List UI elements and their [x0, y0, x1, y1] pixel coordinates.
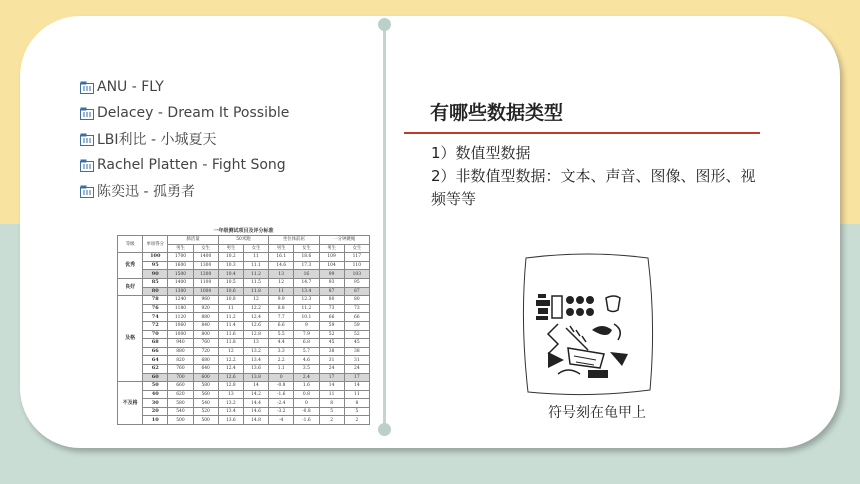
table-row	[118, 399, 370, 408]
table-cell: 18.6	[294, 253, 319, 262]
table-cell: 38	[319, 347, 344, 356]
table-row	[118, 407, 370, 416]
points-cell: 20	[143, 407, 168, 416]
table-cell: 500	[193, 416, 218, 425]
table-cell: 11.4	[218, 321, 243, 330]
table-cell: -0.8	[269, 382, 294, 391]
table-cell: 12.8	[243, 330, 268, 339]
table-row	[118, 253, 370, 262]
table-cell: 660	[168, 382, 193, 391]
points-cell: 68	[143, 339, 168, 348]
playlist-item[interactable]	[80, 178, 289, 204]
table-cell: 80	[319, 296, 344, 305]
table-cell: 4.4	[269, 339, 294, 348]
table-cell: 73	[344, 304, 369, 313]
points-cell: 40	[143, 390, 168, 399]
table-cell: 14.4	[243, 399, 268, 408]
grade-cell: 优秀	[118, 253, 143, 279]
table-cell: 1240	[168, 296, 193, 305]
table-cell: 104	[319, 261, 344, 270]
table-cell: 1100	[193, 278, 218, 287]
table-cell: 13	[269, 270, 294, 279]
table-cell: 11	[344, 390, 369, 399]
table-cell: 7.9	[294, 330, 319, 339]
table-row	[118, 356, 370, 365]
table-cell: 6.6	[269, 321, 294, 330]
table-row	[118, 261, 370, 270]
table-cell: 66	[319, 313, 344, 322]
table-cell: 73	[319, 304, 344, 313]
table-cell: 10.4	[218, 270, 243, 279]
table-cell: 1400	[193, 253, 218, 262]
table-cell: 11	[269, 287, 294, 296]
playlist-item[interactable]	[80, 126, 289, 152]
points-cell: 60	[143, 373, 168, 382]
table-cell: 52	[344, 330, 369, 339]
table-cell: 12.2	[218, 356, 243, 365]
table-cell: 13	[243, 339, 268, 348]
table-cell: 0	[294, 399, 319, 408]
table-cell: 11.1	[243, 261, 268, 270]
table-row	[118, 347, 370, 356]
grade-cell: 良好	[118, 278, 143, 295]
table-cell: 103	[344, 270, 369, 279]
table-cell: 880	[193, 313, 218, 322]
table-cell: 640	[193, 364, 218, 373]
table-cell: 600	[193, 373, 218, 382]
table-cell: 87	[319, 287, 344, 296]
table-header: 一分钟跳绳	[319, 236, 370, 245]
table-cell: 87	[344, 287, 369, 296]
table-cell: 1000	[193, 287, 218, 296]
table-subheader: 男生	[218, 244, 243, 253]
points-cell: 74	[143, 313, 168, 322]
table-cell: 109	[319, 253, 344, 262]
table-cell: 11	[218, 304, 243, 313]
audio-file-icon	[80, 159, 94, 172]
points-cell: 90	[143, 270, 168, 279]
table-row	[118, 339, 370, 348]
table-row	[118, 278, 370, 287]
playlist-item[interactable]	[80, 152, 289, 178]
table-cell: 840	[193, 321, 218, 330]
table-cell: 17.3	[294, 261, 319, 270]
table-cell: 2	[319, 416, 344, 425]
divider-bottom-dot	[378, 423, 391, 436]
table-cell: 580	[193, 382, 218, 391]
audio-file-icon	[80, 185, 94, 198]
table-row	[118, 287, 370, 296]
table-cell: 9.9	[269, 296, 294, 305]
table-cell: 5	[319, 407, 344, 416]
table-row	[118, 330, 370, 339]
points-cell: 95	[143, 261, 168, 270]
table-cell: 17	[319, 373, 344, 382]
table-cell: 1300	[168, 287, 193, 296]
table-cell: 920	[193, 304, 218, 313]
table-cell: 1.6	[294, 382, 319, 391]
table-cell: 500	[168, 416, 193, 425]
table-cell: 5	[344, 407, 369, 416]
table-cell: 800	[193, 330, 218, 339]
table-cell: 99	[319, 270, 344, 279]
table-cell: 13.4	[294, 287, 319, 296]
table-cell: -0.8	[294, 407, 319, 416]
points-cell: 62	[143, 364, 168, 373]
table-cell: 12.3	[294, 296, 319, 305]
points-cell: 80	[143, 287, 168, 296]
table-cell: 880	[168, 347, 193, 356]
points-cell: 85	[143, 278, 168, 287]
table-row	[118, 321, 370, 330]
table-row	[118, 270, 370, 279]
table-cell: 1000	[168, 330, 193, 339]
tablet-caption: 符号刻在龟甲上	[548, 405, 646, 421]
table-subheader: 男生	[319, 244, 344, 253]
table-cell: 12.6	[218, 373, 243, 382]
table-cell: 620	[168, 390, 193, 399]
table-cell: 8	[319, 399, 344, 408]
table-cell: 10.1	[294, 313, 319, 322]
score-table	[117, 227, 370, 425]
table-cell: 700	[168, 373, 193, 382]
table-cell: 12.4	[218, 364, 243, 373]
oracle-tablet-image	[518, 252, 658, 398]
table-cell: 14.7	[294, 278, 319, 287]
table-cell: 1060	[168, 321, 193, 330]
table-cell: 12.2	[243, 304, 268, 313]
points-cell: 30	[143, 399, 168, 408]
table-cell: 7.7	[269, 313, 294, 322]
table-cell: 13.6	[243, 364, 268, 373]
table-subheader: 女生	[294, 244, 319, 253]
table-cell: 4.6	[294, 356, 319, 365]
data-type-line-2: 2）非数值型数据：文本、声音、图像、图形、视频等等	[431, 167, 756, 208]
table-cell: 12	[269, 278, 294, 287]
table-cell: 5.7	[294, 347, 319, 356]
table-cell: 17	[344, 373, 369, 382]
table-cell: 1200	[193, 270, 218, 279]
table-cell: 940	[168, 339, 193, 348]
table-cell: 1500	[168, 270, 193, 279]
table-cell: 14.6	[243, 407, 268, 416]
table-cell: 24	[344, 364, 369, 373]
table-cell: 11.2	[294, 304, 319, 313]
divider-top-dot	[378, 18, 391, 31]
playlist-item-title: ANU - FLY	[97, 79, 164, 95]
table-cell: 117	[344, 253, 369, 262]
table-cell: 11.8	[243, 287, 268, 296]
table-cell: 31	[344, 356, 369, 365]
table-header: 等级	[118, 236, 143, 253]
table-cell: 13.2	[218, 399, 243, 408]
table-cell: 0.8	[294, 390, 319, 399]
table-cell: 66	[344, 313, 369, 322]
heading-underline	[404, 132, 760, 134]
table-cell: 540	[168, 407, 193, 416]
table-cell: 11.2	[243, 270, 268, 279]
table-header: 肺活量	[168, 236, 218, 245]
table-cell: 6.8	[294, 339, 319, 348]
table-row	[118, 373, 370, 382]
table-header: 坐位体前屈	[269, 236, 319, 245]
table-header-row	[118, 236, 370, 245]
table-row	[118, 390, 370, 399]
table-cell: 10.8	[218, 296, 243, 305]
table-cell: 520	[193, 407, 218, 416]
table-cell: 2	[344, 416, 369, 425]
table-subheader: 男生	[269, 244, 294, 253]
table-cell: 11	[243, 253, 268, 262]
table-cell: 14.2	[243, 390, 268, 399]
table-cell: 760	[168, 364, 193, 373]
table-cell: 12.6	[243, 321, 268, 330]
table-cell: 80	[344, 296, 369, 305]
table-cell: 13	[218, 390, 243, 399]
points-cell: 100	[143, 253, 168, 262]
grade-cell: 及格	[118, 296, 143, 382]
page-heading: 有哪些数据类型	[430, 102, 564, 124]
table-cell: -4	[269, 416, 294, 425]
table-cell: 45	[344, 339, 369, 348]
table-cell: 14.6	[269, 261, 294, 270]
table-cell: 95	[344, 278, 369, 287]
table-cell: 3.5	[294, 364, 319, 373]
points-cell: 72	[143, 321, 168, 330]
table-cell: 560	[193, 390, 218, 399]
grade-cell: 不及格	[118, 382, 143, 425]
table-cell: 52	[319, 330, 344, 339]
table-cell: 13.4	[243, 356, 268, 365]
table-cell: 11.6	[218, 330, 243, 339]
table-row	[118, 296, 370, 305]
table-cell: 59	[319, 321, 344, 330]
table-cell: 31	[319, 356, 344, 365]
table-cell: 10.3	[218, 261, 243, 270]
table-cell: 11.8	[218, 339, 243, 348]
playlist-item[interactable]	[80, 100, 289, 126]
table-cell: 13.2	[243, 347, 268, 356]
table-cell: 12	[218, 347, 243, 356]
table-cell: 10.6	[218, 287, 243, 296]
table-row	[118, 364, 370, 373]
table-cell: 10.5	[218, 278, 243, 287]
score-table-title: 一年级测试项目及评分标准	[213, 228, 274, 234]
table-cell: 12.8	[218, 382, 243, 391]
table-cell: 24	[319, 364, 344, 373]
table-row	[118, 304, 370, 313]
table-cell: 2.4	[294, 373, 319, 382]
audio-file-icon	[80, 107, 94, 120]
table-cell: 1180	[168, 304, 193, 313]
table-cell: 12	[243, 296, 268, 305]
table-cell: 59	[344, 321, 369, 330]
table-cell: -3.2	[269, 407, 294, 416]
table-cell: 38	[344, 347, 369, 356]
table-cell: 960	[193, 296, 218, 305]
table-cell: 5.5	[269, 330, 294, 339]
playlist-item-title: Delacey - Dream It Possible	[97, 105, 290, 121]
table-cell: -1.6	[269, 390, 294, 399]
playlist-item-title: 陈奕迅 - 孤勇者	[97, 184, 195, 200]
table-cell: 9	[294, 321, 319, 330]
table-cell: 14	[344, 382, 369, 391]
table-subheader: 女生	[344, 244, 369, 253]
points-cell: 76	[143, 304, 168, 313]
table-cell: 1400	[168, 278, 193, 287]
table-cell: 3.3	[269, 347, 294, 356]
playlist-item-title: LBI利比 - 小城夏天	[97, 132, 217, 148]
data-type-line-1: 1）数值型数据	[431, 144, 531, 162]
table-cell: 2.2	[269, 356, 294, 365]
table-cell: 760	[193, 339, 218, 348]
points-cell: 66	[143, 347, 168, 356]
table-cell: 1120	[168, 313, 193, 322]
playlist-item[interactable]	[80, 74, 289, 100]
table-row	[118, 382, 370, 391]
points-cell: 10	[143, 416, 168, 425]
score-table-image	[117, 227, 370, 428]
table-cell: 14	[319, 382, 344, 391]
table-cell: 1700	[168, 253, 193, 262]
table-cell: 16.1	[269, 253, 294, 262]
playlist-item-title: Rachel Platten - Fight Song	[97, 157, 286, 173]
table-subheader: 男生	[168, 244, 193, 253]
table-cell: 13.4	[218, 407, 243, 416]
table-cell: 13.6	[218, 416, 243, 425]
table-cell: 11.2	[218, 313, 243, 322]
table-cell: -2.4	[269, 399, 294, 408]
table-cell: 14.8	[243, 416, 268, 425]
table-cell: 12.4	[243, 313, 268, 322]
audio-file-icon	[80, 81, 94, 94]
table-cell: 8	[344, 399, 369, 408]
table-cell: 45	[319, 339, 344, 348]
table-cell: 1600	[168, 261, 193, 270]
center-divider	[383, 26, 386, 436]
table-cell: 680	[193, 356, 218, 365]
table-cell: 1.1	[269, 364, 294, 373]
table-subheader: 女生	[243, 244, 268, 253]
table-cell: 93	[319, 278, 344, 287]
slide-card	[20, 16, 840, 448]
table-cell: 720	[193, 347, 218, 356]
points-cell: 70	[143, 330, 168, 339]
table-cell: 820	[168, 356, 193, 365]
table-cell: 14	[243, 382, 268, 391]
table-cell: 13.8	[243, 373, 268, 382]
audio-file-icon	[80, 133, 94, 146]
table-header: 单项得分	[143, 236, 168, 253]
table-cell: 110	[344, 261, 369, 270]
table-cell: 16	[294, 270, 319, 279]
table-cell: 540	[193, 399, 218, 408]
table-subheader: 女生	[193, 244, 218, 253]
points-cell: 64	[143, 356, 168, 365]
table-cell: 11.5	[243, 278, 268, 287]
points-cell: 78	[143, 296, 168, 305]
data-types-text	[431, 142, 761, 211]
table-row	[118, 313, 370, 322]
table-cell: 1300	[193, 261, 218, 270]
playlist	[80, 74, 289, 204]
table-header: 50米跑	[218, 236, 268, 245]
table-cell: 580	[168, 399, 193, 408]
table-cell: 0	[269, 373, 294, 382]
table-row	[118, 416, 370, 425]
table-cell: 11	[319, 390, 344, 399]
points-cell: 50	[143, 382, 168, 391]
table-cell: 8.8	[269, 304, 294, 313]
table-cell: 10.2	[218, 253, 243, 262]
table-cell: -1.6	[294, 416, 319, 425]
